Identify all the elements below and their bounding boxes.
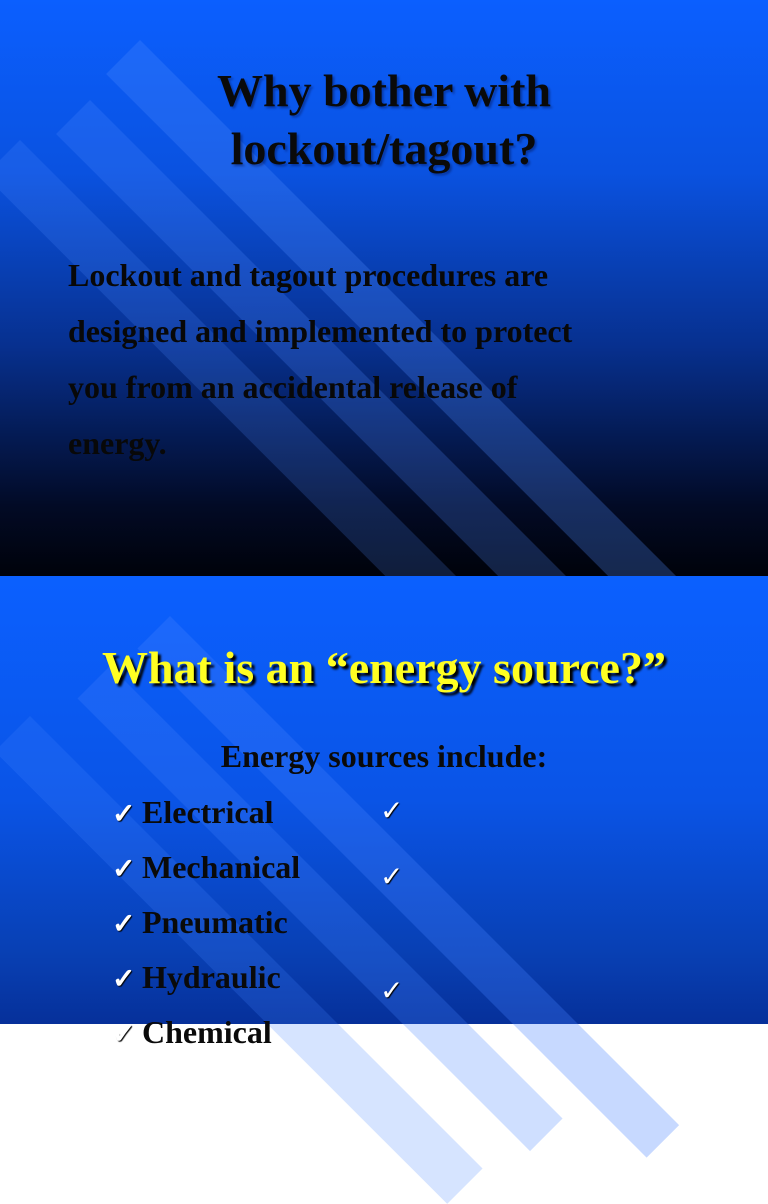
list-item <box>112 955 300 1010</box>
checkmark-icon: ✓ <box>112 854 136 885</box>
list-item-label: Hydraulic <box>142 959 281 995</box>
list-item <box>112 1010 300 1065</box>
list-item-label: Electrical <box>142 794 274 830</box>
slide-1 <box>0 0 768 576</box>
list-item <box>112 845 300 900</box>
slide-1-body-line: energy. <box>68 425 167 461</box>
checkmark-icon: ✓ <box>112 964 136 995</box>
slide-1-title-line: Why bother with <box>217 65 551 116</box>
slide-1-body-line: you from an accidental release of <box>68 369 518 405</box>
list-item <box>112 900 300 955</box>
list-item-label: Chemical <box>142 1014 272 1050</box>
checkmark-icon: ✓ <box>380 796 404 827</box>
checkmark-icon: ✓ <box>112 909 136 940</box>
list-item <box>112 790 300 845</box>
checkmark-icon: ✓ <box>112 1019 136 1050</box>
checkmark-icon: ✓ <box>380 862 404 893</box>
slide-1-title-line: lockout/tagout? <box>230 123 538 174</box>
slide-2-title: What is an “energy source?” <box>102 642 666 693</box>
checkmark-icon: ✓ <box>112 799 136 830</box>
checkmark-icon: ✓ <box>380 976 404 1007</box>
slide-2 <box>0 576 768 1050</box>
slide-1-body <box>68 247 708 471</box>
slide-1-body-line: Lockout and tagout procedures are <box>68 257 549 293</box>
slide-1-title <box>0 62 768 178</box>
energy-source-list <box>112 790 300 1065</box>
list-item-label: Mechanical <box>142 849 301 885</box>
list-item-label: Pneumatic <box>142 904 288 940</box>
slide-1-body-line: designed and implemented to protect <box>68 313 573 349</box>
slide-2-subtitle: Energy sources include: <box>220 738 548 774</box>
